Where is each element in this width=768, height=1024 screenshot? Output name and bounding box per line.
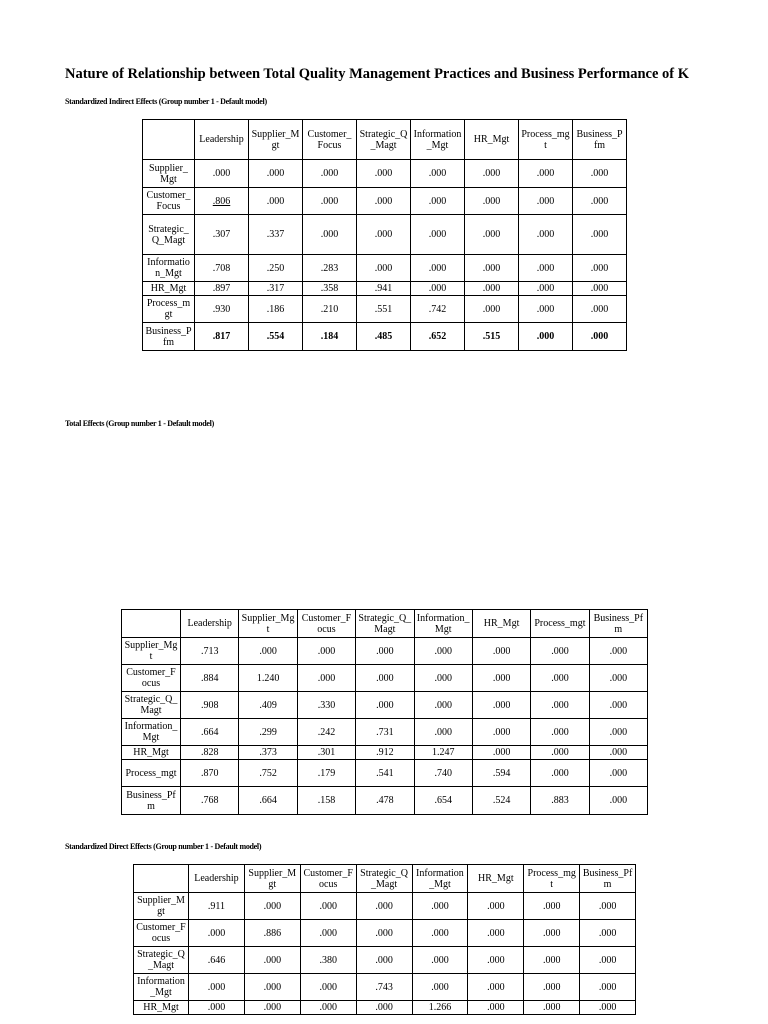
table-cell: .000 [472, 665, 530, 692]
table-cell: .186 [249, 296, 303, 323]
column-header: Customer_Focus [303, 120, 357, 160]
table-cell: .000 [303, 215, 357, 255]
table-cell: .000 [573, 215, 627, 255]
table-cell: .551 [357, 296, 411, 323]
table-cell: .817 [195, 323, 249, 351]
table-cell: .210 [303, 296, 357, 323]
table-cell: .886 [244, 920, 300, 947]
column-header: HR_Mgt [472, 610, 530, 638]
table-row [143, 188, 627, 215]
table-cell: .409 [239, 692, 297, 719]
table-cell: .000 [356, 947, 412, 974]
table-cell: .184 [303, 323, 357, 351]
table-cell: .000 [414, 638, 472, 665]
table-cell: .713 [181, 638, 239, 665]
table-cell: .000 [472, 746, 530, 760]
table-cell: .000 [531, 665, 589, 692]
table-cell: .000 [465, 215, 519, 255]
table-cell: .301 [297, 746, 355, 760]
table-cell: .478 [356, 787, 414, 815]
table-cell: .000 [300, 920, 356, 947]
table-row [122, 692, 648, 719]
table-cell: .000 [357, 215, 411, 255]
row-header: Information_Mgt [122, 719, 181, 746]
column-header: Supplier_Mgt [249, 120, 303, 160]
table-cell: .179 [297, 760, 355, 787]
table-cell: .664 [239, 787, 297, 815]
table-cell: .000 [300, 974, 356, 1001]
table-cell: .000 [465, 282, 519, 296]
row-header: HR_Mgt [122, 746, 181, 760]
table-cell: .299 [239, 719, 297, 746]
table-cell: .000 [531, 719, 589, 746]
header-row [122, 610, 648, 638]
header-row [134, 865, 636, 893]
header-row [143, 120, 627, 160]
table-cell: .806 [195, 188, 249, 215]
table-row [134, 974, 636, 1001]
table-cell: .594 [472, 760, 530, 787]
table-cell: .000 [468, 974, 524, 1001]
table-cell: .000 [465, 255, 519, 282]
column-header: HR_Mgt [468, 865, 524, 893]
table-cell: .000 [297, 665, 355, 692]
table-cell: .000 [244, 1001, 300, 1015]
table-cell: .242 [297, 719, 355, 746]
table-cell: .912 [356, 746, 414, 760]
column-header: Process_mgt [524, 865, 580, 893]
table-cell: .000 [524, 974, 580, 1001]
table-cell: .000 [519, 282, 573, 296]
total-effects-caption: Total Effects (Group number 1 - Default model) [65, 419, 214, 428]
table-cell: .000 [519, 255, 573, 282]
table-cell: .000 [519, 188, 573, 215]
column-header: Business_Pfm [580, 865, 636, 893]
table-cell: .000 [189, 1001, 245, 1015]
table-cell: .000 [531, 692, 589, 719]
table-cell: .000 [412, 974, 468, 1001]
table-cell: .000 [356, 920, 412, 947]
table-cell: .337 [249, 215, 303, 255]
table-cell: .000 [414, 692, 472, 719]
table-row [122, 760, 648, 787]
table-cell: .708 [195, 255, 249, 282]
table-cell: .000 [468, 1001, 524, 1015]
table-cell: .000 [573, 323, 627, 351]
row-header: Process_mgt [122, 760, 181, 787]
column-header: Leadership [195, 120, 249, 160]
column-header: Customer_Focus [297, 610, 355, 638]
table-cell: .828 [181, 746, 239, 760]
table-cell: .908 [181, 692, 239, 719]
column-header: Customer_Focus [300, 865, 356, 893]
table-cell: .000 [465, 160, 519, 188]
table-cell: .941 [357, 282, 411, 296]
column-header: Business_Pfm [589, 610, 647, 638]
table-cell: .000 [412, 947, 468, 974]
row-header: Customer_Focus [134, 920, 189, 947]
corner-cell [134, 865, 189, 893]
table-row [143, 296, 627, 323]
table-cell: .000 [580, 974, 636, 1001]
table-cell: .000 [573, 296, 627, 323]
table-cell: .485 [357, 323, 411, 351]
table-cell: .000 [519, 215, 573, 255]
table-row [122, 638, 648, 665]
table-cell: .000 [580, 1001, 636, 1015]
table-row [122, 746, 648, 760]
table-cell: .742 [411, 296, 465, 323]
row-header: Process_mgt [143, 296, 195, 323]
table-cell: .000 [468, 893, 524, 920]
table-row [134, 920, 636, 947]
table-cell: .000 [531, 638, 589, 665]
row-header: Strategic_Q_Magt [143, 215, 195, 255]
table-cell: .000 [465, 296, 519, 323]
table-cell: .358 [303, 282, 357, 296]
table-cell: .000 [589, 760, 647, 787]
table-cell: .000 [468, 920, 524, 947]
table-cell: .000 [519, 323, 573, 351]
column-header: Strategic_Q_Magt [357, 120, 411, 160]
table-cell: .000 [189, 974, 245, 1001]
row-header: Business_Pfm [143, 323, 195, 351]
table-cell: .000 [589, 746, 647, 760]
column-header: Information_Mgt [411, 120, 465, 160]
corner-cell [122, 610, 181, 638]
table-cell: .000 [524, 920, 580, 947]
table-cell: .743 [356, 974, 412, 1001]
column-header: HR_Mgt [465, 120, 519, 160]
table-cell: .000 [297, 638, 355, 665]
table-cell: .000 [472, 692, 530, 719]
table-cell: .000 [249, 160, 303, 188]
table-cell: .000 [580, 920, 636, 947]
table-cell: .000 [249, 188, 303, 215]
row-header: HR_Mgt [134, 1001, 189, 1015]
row-header: Customer_Focus [122, 665, 181, 692]
column-header: Process_mgt [531, 610, 589, 638]
indirect-effects-caption: Standardized Indirect Effects (Group number 1 - Default model) [65, 97, 267, 106]
table-cell: .000 [414, 719, 472, 746]
table-cell: .000 [356, 638, 414, 665]
table-cell: .000 [472, 719, 530, 746]
table-cell: .000 [412, 893, 468, 920]
table-row [122, 719, 648, 746]
table-cell: .000 [303, 160, 357, 188]
table-cell: 1.247 [414, 746, 472, 760]
table-cell: .654 [414, 787, 472, 815]
row-header: Customer_Focus [143, 188, 195, 215]
table-cell: 1.266 [412, 1001, 468, 1015]
table-cell: .000 [356, 1001, 412, 1015]
table-cell: .250 [249, 255, 303, 282]
table-cell: .000 [519, 296, 573, 323]
column-header: Strategic_Q_Magt [356, 865, 412, 893]
column-header: Information_Mgt [412, 865, 468, 893]
table-cell: .000 [239, 638, 297, 665]
table-cell: .000 [356, 893, 412, 920]
table-cell: .740 [414, 760, 472, 787]
table-cell: .000 [589, 692, 647, 719]
row-header: Supplier_Mgt [122, 638, 181, 665]
column-header: Strategic_Q_Magt [356, 610, 414, 638]
table-cell: .652 [411, 323, 465, 351]
table-cell: .307 [195, 215, 249, 255]
table-cell: .000 [468, 947, 524, 974]
table-cell: .000 [411, 215, 465, 255]
table-cell: 1.240 [239, 665, 297, 692]
table-cell: .000 [356, 692, 414, 719]
table-cell: .884 [181, 665, 239, 692]
table-cell: .000 [524, 947, 580, 974]
row-header: Business_Pfm [122, 787, 181, 815]
row-header: HR_Mgt [143, 282, 195, 296]
column-header: Leadership [189, 865, 245, 893]
table-cell: .000 [303, 188, 357, 215]
row-header: Strategic_Q_Magt [134, 947, 189, 974]
table-cell: .000 [414, 665, 472, 692]
table-cell: .000 [472, 638, 530, 665]
table-cell: .000 [411, 160, 465, 188]
table-cell: .911 [189, 893, 245, 920]
table-cell: .330 [297, 692, 355, 719]
table-cell: .646 [189, 947, 245, 974]
table-row [134, 1001, 636, 1015]
table-cell: .000 [357, 255, 411, 282]
table-cell: .283 [303, 255, 357, 282]
table-cell: .000 [244, 893, 300, 920]
table-cell: .000 [589, 638, 647, 665]
table-cell: .380 [300, 947, 356, 974]
table-cell: .000 [300, 1001, 356, 1015]
column-header: Business_Pfm [573, 120, 627, 160]
table-cell: .373 [239, 746, 297, 760]
direct-effects-table [133, 864, 636, 1015]
table-row [143, 215, 627, 255]
table-row [122, 665, 648, 692]
table-cell: .000 [195, 160, 249, 188]
table-cell: .000 [573, 160, 627, 188]
table-cell: .897 [195, 282, 249, 296]
table-cell: .000 [524, 893, 580, 920]
table-cell: .000 [411, 282, 465, 296]
corner-cell [143, 120, 195, 160]
table-cell: .000 [589, 787, 647, 815]
indirect-effects-table [142, 119, 627, 351]
table-cell: .000 [411, 188, 465, 215]
table-cell: .000 [589, 665, 647, 692]
table-cell: .000 [589, 719, 647, 746]
table-cell: .000 [300, 893, 356, 920]
direct-effects-caption: Standardized Direct Effects (Group number 1 - Default model) [65, 842, 262, 851]
page-title: Nature of Relationship between Total Quality Management Practices and Business Performance of K [65, 66, 689, 82]
column-header: Supplier_Mgt [244, 865, 300, 893]
row-header: Supplier_Mgt [134, 893, 189, 920]
column-header: Supplier_Mgt [239, 610, 297, 638]
table-cell: .000 [531, 760, 589, 787]
table-cell: .000 [524, 1001, 580, 1015]
table-cell: .000 [573, 255, 627, 282]
table-cell: .000 [573, 282, 627, 296]
row-header: Information_Mgt [134, 974, 189, 1001]
table-cell: .000 [411, 255, 465, 282]
table-cell: .000 [356, 665, 414, 692]
row-header: Strategic_Q_Magt [122, 692, 181, 719]
table-row [143, 323, 627, 351]
table-cell: .541 [356, 760, 414, 787]
table-cell: .000 [189, 920, 245, 947]
table-cell: .000 [519, 160, 573, 188]
table-cell: .000 [573, 188, 627, 215]
total-effects-table [121, 609, 648, 815]
table-cell: .664 [181, 719, 239, 746]
row-header: Information_Mgt [143, 255, 195, 282]
table-cell: .768 [181, 787, 239, 815]
table-cell: .554 [249, 323, 303, 351]
table-row [122, 787, 648, 815]
table-cell: .000 [531, 746, 589, 760]
table-cell: .158 [297, 787, 355, 815]
table-row [143, 282, 627, 296]
row-header: Supplier_Mgt [143, 160, 195, 188]
table-row [143, 160, 627, 188]
table-cell: .000 [357, 160, 411, 188]
table-cell: .883 [531, 787, 589, 815]
table-row [134, 947, 636, 974]
table-row [134, 893, 636, 920]
table-cell: .317 [249, 282, 303, 296]
table-cell: .731 [356, 719, 414, 746]
table-cell: .000 [580, 947, 636, 974]
table-row [143, 255, 627, 282]
column-header: Process_mgt [519, 120, 573, 160]
table-cell: .000 [244, 947, 300, 974]
table-cell: .752 [239, 760, 297, 787]
table-cell: .870 [181, 760, 239, 787]
table-cell: .524 [472, 787, 530, 815]
column-header: Information_Mgt [414, 610, 472, 638]
table-cell: .000 [357, 188, 411, 215]
table-cell: .000 [465, 188, 519, 215]
table-cell: .930 [195, 296, 249, 323]
table-cell: .515 [465, 323, 519, 351]
table-cell: .000 [412, 920, 468, 947]
column-header: Leadership [181, 610, 239, 638]
table-cell: .000 [580, 893, 636, 920]
table-cell: .000 [244, 974, 300, 1001]
